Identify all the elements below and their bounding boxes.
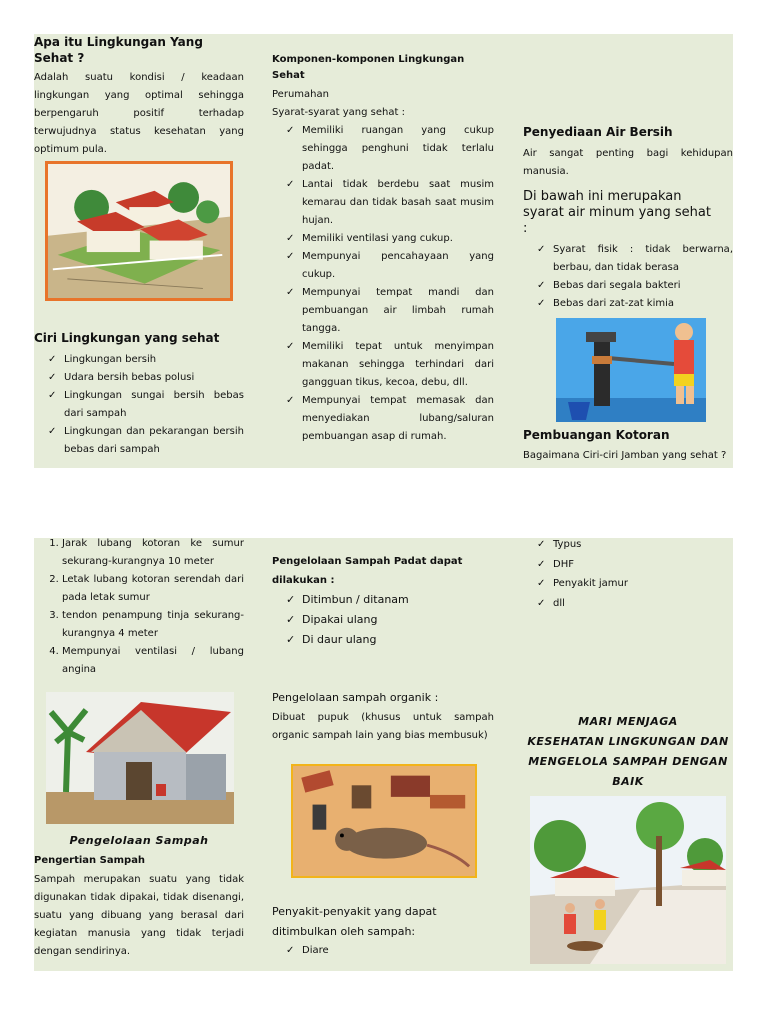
list-item: ✓ Diare — [272, 942, 494, 960]
sampah-section — [34, 832, 244, 961]
list-item: ✓ Di daur ulang — [272, 630, 494, 650]
list-item: ✓ Memiliki tepat untuk menyimpan makanan sehingga terhindari dari gangguan tikus, kecoa, debu, dll. — [272, 338, 494, 392]
list-item: ✓ Mempunyai tempat mandi dan pembuangan air limbah rumah tangga. — [272, 284, 494, 338]
list-item: ✓ Lingkungan sungai bersih bebas dari sampah — [34, 387, 244, 423]
bottom-col2 — [272, 552, 494, 650]
list-item: ✓ Mempunyai tempat memasak dan menyediakan lubang/saluran pembuangan asap di rumah. — [272, 392, 494, 446]
list-item: ✓ dll — [523, 594, 733, 614]
water-pump-image — [556, 318, 706, 422]
bottom-col1 — [34, 535, 244, 679]
ciri-heading: Ciri Lingkungan yang sehat — [34, 331, 220, 345]
penyakit-section — [272, 902, 494, 960]
organik-section — [272, 689, 494, 745]
syarat-label: Syarat-syarat yang sehat : — [272, 107, 405, 118]
list-item: 4. Mempunyai ventilasi / lubang angina — [62, 643, 244, 679]
pengertian-sampah-paragraph: Sampah merupakan suatu yang tidak digunakan tidak dipakai, tidak disenangi, suatu yang dibuang yang berasal dari kegiatan manusia yang tidak terjadi dengan sendirinya. — [34, 874, 244, 957]
top-panel — [34, 34, 733, 468]
list-item: ✓ Lantai tidak berdebu saat musim kemarau dan tidak basah saat musim hujan. — [272, 176, 494, 230]
rat-garbage-image — [291, 764, 477, 878]
latrine-house-image — [46, 692, 234, 824]
list-item: ✓ Mempunyai pencahayaan yang cukup. — [272, 248, 494, 284]
syarat-air-heading: Di bawah ini merupakan syarat air minum yang sehat : — [523, 189, 711, 236]
pengertian-sampah-heading: Pengertian Sampah — [34, 855, 146, 866]
lingkungan-sehat-paragraph: Adalah suatu kondisi / keadaan lingkungan yang optimal sehingga berpengaruh positif terhadap terwujudnya status kesehatan yang optimum pula. — [34, 72, 244, 155]
bottom-col3 — [523, 535, 733, 613]
list-item: ✓ Ditimbun / ditanam — [272, 590, 494, 610]
list-item: ✓ Penyakit jamur — [523, 574, 733, 594]
healthy-houses-image — [45, 161, 233, 301]
list-item: ✓ Syarat fisik : tidak berwarna, berbau, dan tidak berasa — [523, 241, 733, 277]
organik-paragraph: Dibuat pupuk (khusus untuk sampah organic sampah lain yang bias membusuk) — [272, 712, 494, 741]
list-item: 1. Jarak lubang kotoran ke sumur sekurang-kurangnya 10 meter — [62, 535, 244, 571]
list-item: 3. tendon penampung tinja sekurang-kurangnya 4 meter — [62, 607, 244, 643]
organik-heading: Pengelolaan sampah organik : — [272, 691, 439, 704]
sampah-padat-heading-line2: dilakukan : — [272, 575, 335, 586]
slogan — [523, 712, 733, 792]
list-item: ✓ Typus — [523, 535, 733, 555]
list-item: ✓ Bebas dari segala bakteri — [523, 277, 733, 295]
lingkungan-sehat-heading: Apa itu Lingkungan Yang Sehat ? — [34, 35, 203, 65]
slogan-line: MARI MENJAGA — [578, 715, 678, 728]
jamban-question: Bagaimana Ciri-ciri Jamban yang sehat ? — [523, 450, 727, 461]
bottom-panel — [34, 538, 733, 971]
list-item: 2. Letak lubang kotoran serendah dari pada letak sumur — [62, 571, 244, 607]
penyakit-heading: Penyakit-penyakit yang dapat ditimbulkan oleh sampah: — [272, 905, 437, 938]
list-item: ✓ DHF — [523, 555, 733, 575]
komponen-heading: Komponen-komponen Lingkungan Sehat — [272, 54, 465, 81]
village-cleanup-image — [530, 796, 726, 964]
pembuangan-section — [523, 427, 733, 465]
list-item: ✓ Memiliki ruangan yang cukup sehingga penghuni tidak terlalu padat. — [272, 122, 494, 176]
list-item: ✓ Dipakai ulang — [272, 610, 494, 630]
list-item: ✓ Memiliki ventilasi yang cukup. — [272, 230, 494, 248]
top-col1 — [34, 34, 244, 159]
pembuangan-heading: Pembuangan Kotoran — [523, 428, 670, 442]
list-item: ✓ Bebas dari zat-zat kimia — [523, 295, 733, 313]
air-bersih-heading: Penyediaan Air Bersih — [523, 125, 673, 139]
list-item: ✓ Lingkungan bersih — [34, 351, 244, 369]
list-item: ✓ Udara bersih bebas polusi — [34, 369, 244, 387]
sampah-padat-heading-line1: Pengelolaan Sampah Padat dapat — [272, 556, 463, 567]
perumahan-label: Perumahan — [272, 89, 329, 100]
top-col3 — [523, 124, 733, 313]
slogan-line: KESEHATAN LINGKUNGAN DAN — [527, 735, 729, 748]
list-item: ✓ Lingkungan dan pekarangan bersih bebas dari sampah — [34, 423, 244, 459]
slogan-line: MENGELOLA SAMPAH DENGAN — [528, 755, 728, 768]
pengelolaan-sampah-caption: Pengelolaan Sampah — [69, 834, 209, 847]
ciri-section — [34, 330, 244, 459]
air-bersih-paragraph: Air sangat penting bagi kehidupan manusia. — [523, 148, 733, 177]
slogan-line: BAIK — [612, 775, 644, 788]
top-col2 — [272, 52, 494, 446]
